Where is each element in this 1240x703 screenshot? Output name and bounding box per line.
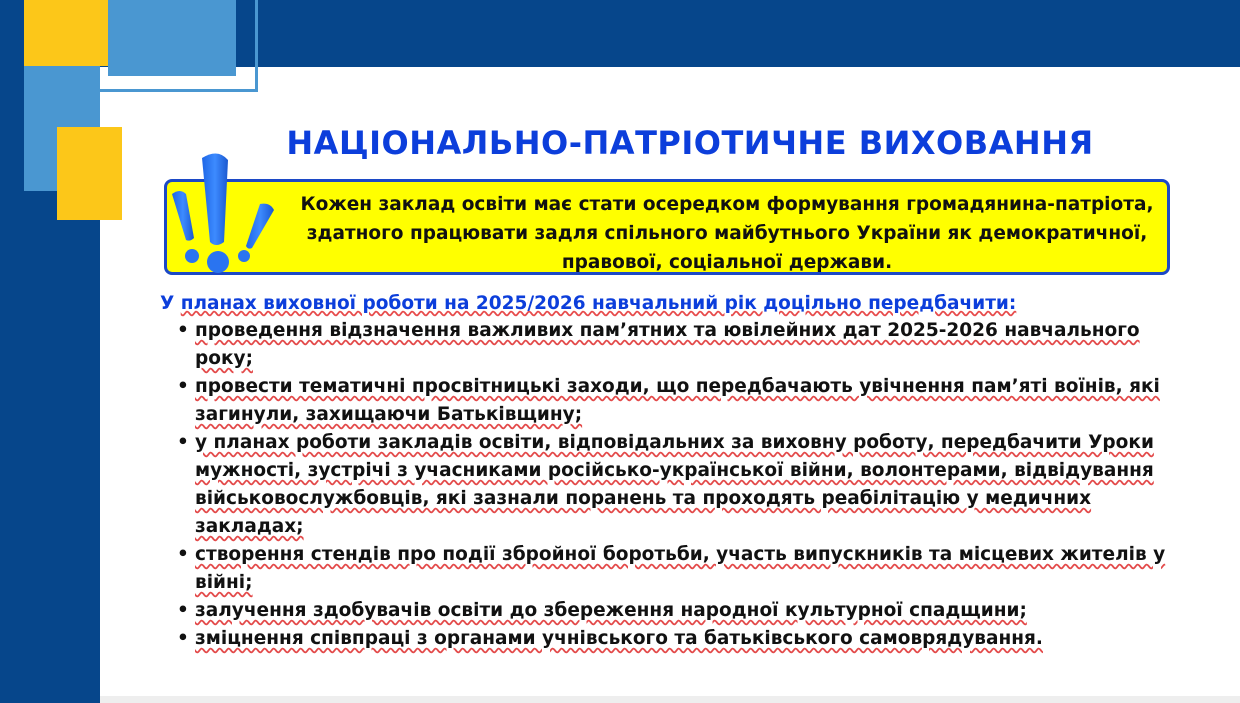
bullet-item [177,541,1167,597]
intro-line [160,290,1200,318]
bullet-text: провести тематичні просвітницькі заходи, що передбачають увічнення пам’яті воїнів, які загинули, захищаючи Батьківщину; [195,376,1160,425]
slide-title: НАЦІОНАЛЬНО-ПАТРІОТИЧНЕ ВИХОВАННЯ [286,124,1094,162]
bullet-list [177,317,1167,653]
bullet-dot: • [177,432,189,453]
bullet-dot: • [177,600,189,621]
intro-prefix: У [160,293,181,314]
callout-text: Кожен заклад освіти має стати осередком формування громадянина-патріота, здатного працювати задля спільного майбутнього України як демократичної, правової, соціальної держави. [300,194,1154,273]
bullet-item [177,317,1167,373]
top-decor-band [100,0,1240,67]
callout-box [164,179,1170,275]
bullet-item [177,429,1167,541]
bottom-strip [100,696,1240,703]
bullet-item [177,597,1167,625]
intro-underlined: планах виховної роботи на 2025/2026 навчальний рік доцільно передбачити: [180,293,1017,314]
bullet-text: створення стендів про події збройної боротьби, участь випускників та місцевих жителів у війні; [195,544,1166,593]
bullet-item [177,373,1167,429]
bullet-dot: • [177,544,189,565]
decor-yellow-block-mid [57,127,122,220]
bullet-dot: • [177,628,189,649]
exclamation-marks-icon [168,152,278,274]
bullet-dot: • [177,376,189,397]
bullet-dot: • [177,320,189,341]
bullet-text: проведення відзначення важливих пам’ятних та ювілейних дат 2025-2026 навчального року; [195,320,1140,369]
bullet-text: зміцнення співпраці з органами учнівського та батьківського самоврядування. [195,628,1043,649]
decor-outline-frame [100,0,258,92]
bullet-text: залучення здобувачів освіти до збереження народної культурної спадщини; [195,600,1027,621]
bullet-text: у планах роботи закладів освіти, відповідальних за виховну роботу, передбачити Уроки мужності, зустрічі з учасниками російсько-української війни, волонтерами, відвідування військовослужбовців, які зазнали поранень та проходять реабілітацію у медичних закладах; [195,432,1154,537]
bullet-item [177,625,1167,653]
